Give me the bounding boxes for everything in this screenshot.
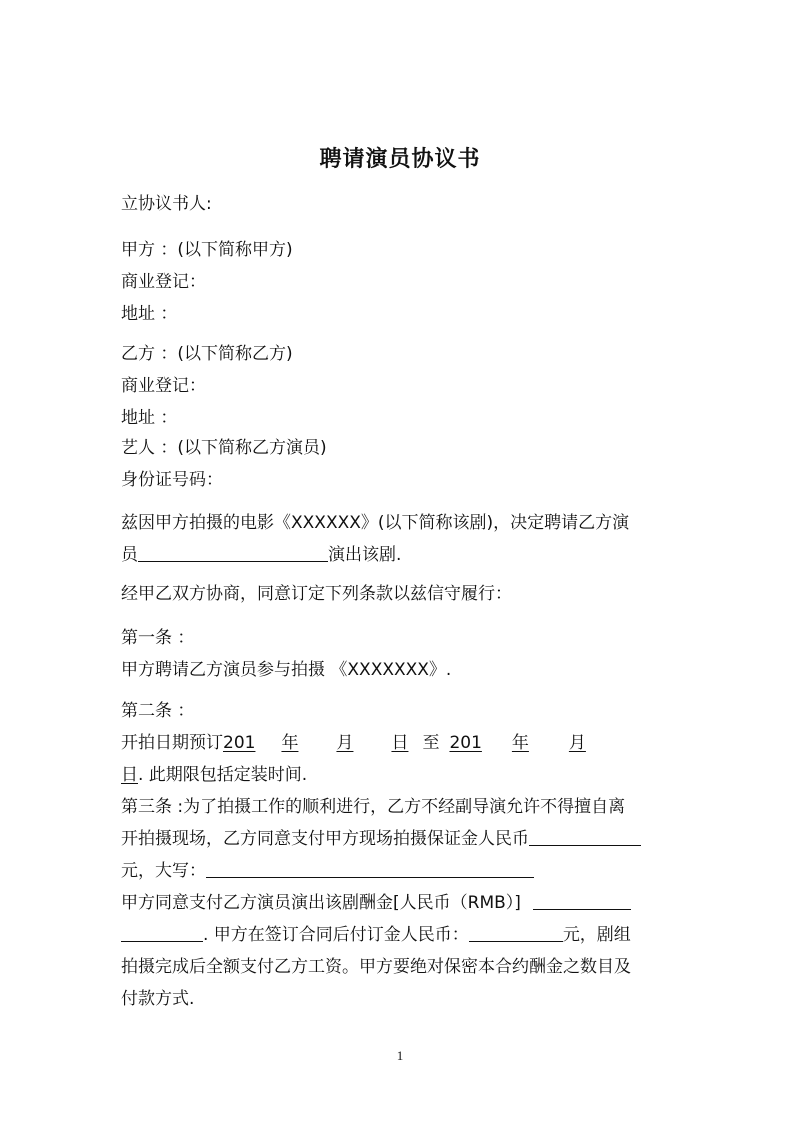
end-year: 201 (449, 733, 482, 753)
article-3-line-1: 第三条 :为了拍摄工作的顺利进行，乙方不经副导演允许不得擅自离 (121, 797, 626, 817)
article-3-section (121, 791, 681, 1015)
amount-in-words-label: 元，大写： (121, 861, 206, 881)
agreement-text: 经甲乙双方协商，同意订定下列条款以兹信守履行： (121, 584, 512, 604)
end-day-label: 日 (121, 765, 138, 785)
preamble-line-2 (121, 539, 681, 571)
agreement-section (121, 578, 681, 610)
article-1-text: 甲方聘请乙方演员参与拍摄 《XXXXXXX》. (121, 660, 452, 680)
party-b-registration: 商业登记： (121, 376, 206, 396)
article-1-section (121, 622, 681, 686)
remuneration-text: 甲方同意支付乙方演员演出该剧酬金[人民币（RMB）] (121, 893, 521, 913)
remuneration-blank-2 (121, 919, 203, 942)
article-2-heading: 第二条 ： (121, 701, 195, 721)
party-a-address: 地址 ： (121, 304, 178, 324)
preamble-line-1: 兹因甲方拍摄的电影《XXXXXX》(以下简称该剧)，决定聘请乙方演 (121, 513, 630, 533)
intro-text: 立协议书人: (121, 194, 212, 214)
down-payment-tail: 元，剧组 (562, 925, 631, 945)
article-3-line-5 (121, 919, 681, 951)
article-3-line-3 (121, 855, 681, 887)
article-3-line-7: 付款方式. (121, 989, 195, 1009)
intro-section (121, 188, 681, 220)
article-1-heading: 第一条 ： (121, 628, 195, 648)
article-2-section (121, 695, 681, 791)
deposit-amount-blank (529, 823, 641, 846)
end-month-label: 月 (568, 733, 586, 753)
party-a-name: 甲方 ：(以下简称甲方) (121, 240, 293, 260)
preamble-line-2-end: 演出该剧. (328, 545, 402, 565)
period-note: . 此期限包括定装时间. (138, 765, 308, 785)
article-2-dates-line (121, 727, 681, 759)
article-3-line-2 (121, 823, 681, 855)
start-day-label: 日 (391, 733, 409, 753)
start-month-label: 月 (336, 733, 354, 753)
artist-section (121, 432, 681, 496)
shoot-date-prefix: 开拍日期预订 (121, 733, 223, 753)
page-number: 1 (396, 1048, 404, 1063)
down-payment-text: . 甲方在签订合同后付订金人民币： (203, 925, 469, 945)
artist-name: 艺人 ：(以下简称乙方演员) (121, 438, 327, 458)
remuneration-blank-1 (533, 887, 631, 910)
party-b-address: 地址 ： (121, 408, 178, 428)
start-date-field (223, 733, 408, 753)
article-3-line-4 (121, 887, 681, 919)
start-year: 201 (223, 733, 256, 753)
party-a-registration: 商业登记： (121, 272, 206, 292)
party-a-section (121, 234, 681, 330)
actor-name-blank (138, 539, 328, 562)
article-2-line-2 (121, 759, 681, 791)
amount-in-words-blank (206, 855, 534, 878)
end-date-field (449, 733, 625, 753)
start-year-label: 年 (281, 733, 299, 753)
preamble-line-2-start: 员 (121, 545, 138, 565)
artist-id-number: 身份证号码： (121, 470, 223, 490)
document-title: 聘请演员协议书 (319, 147, 481, 172)
end-year-label: 年 (511, 733, 529, 753)
down-payment-blank (469, 919, 563, 942)
party-b-name: 乙方 ：(以下简称乙方) (121, 344, 293, 364)
article-3-line-6: 拍摄完成后全额支付乙方工资。甲方要绝对保密本合约酬金之数目及 (121, 957, 631, 977)
to-label: 至 (422, 733, 440, 753)
preamble-section (121, 507, 681, 571)
deposit-text: 开拍摄现场，乙方同意支付甲方现场拍摄保证金人民币 (121, 829, 529, 849)
party-b-section (121, 338, 681, 434)
